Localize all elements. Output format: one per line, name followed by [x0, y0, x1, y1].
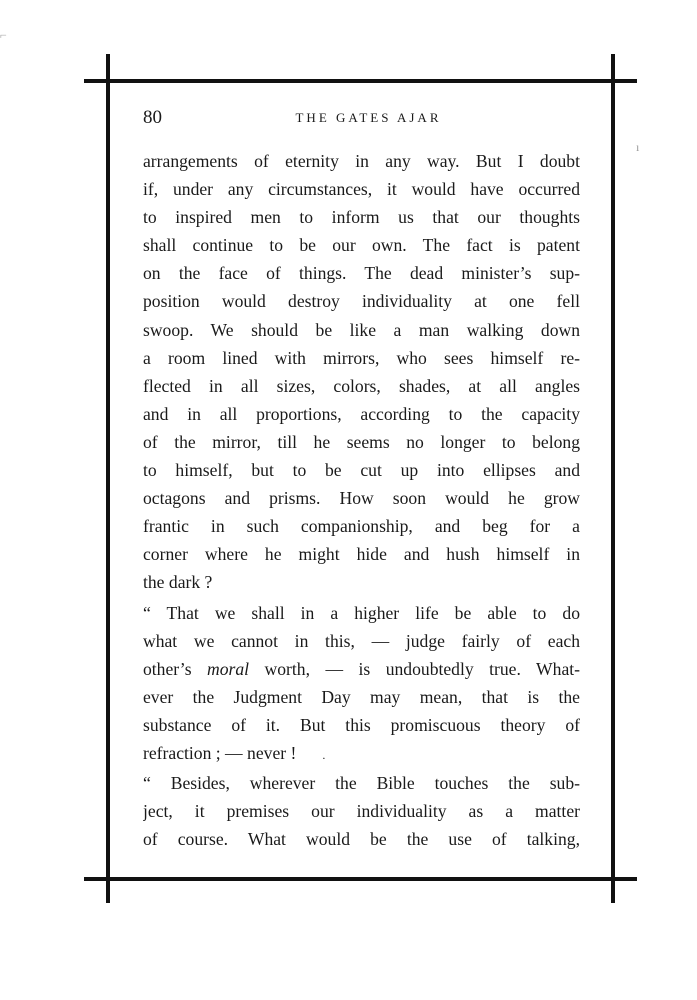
text-line: corner where he might hide and hush himself in	[143, 544, 580, 565]
page-number: 80	[143, 107, 162, 128]
text-line: what we cannot in this, — judge fairly of each	[143, 630, 580, 651]
text-line: a room lined with mirrors, who sees himself re-	[143, 347, 580, 368]
margin-mark-right: ı	[636, 140, 640, 154]
text-line: ject, it premises our individuality as a matter	[143, 801, 580, 822]
bottom-border-rule	[84, 877, 637, 881]
text-line: flected in all sizes, colors, shades, at all angles	[143, 375, 580, 396]
text-line: shall continue to be our own. The fact is patent	[143, 235, 580, 256]
text-line: of the mirror, till he seems no longer to belong	[143, 431, 580, 452]
text-fragment: other’s	[143, 658, 208, 679]
text-line-mixed	[143, 655, 580, 683]
text-line: on the face of things. The dead minister’s sup-	[143, 263, 580, 284]
text-line: “ That we shall in a higher life be able to do	[143, 602, 580, 623]
page-header	[143, 107, 580, 131]
text-line: position would destroy individuality at one fell	[143, 291, 580, 312]
running-title: THE GATES AJAR	[295, 110, 442, 125]
stray-print-mark: .	[322, 747, 326, 762]
text-line: swoop. We should be like a man walking down	[143, 319, 580, 340]
text-line: if, under any circumstances, it would have occurred	[143, 179, 580, 200]
text-line: octagons and prisms. How soon would he grow	[143, 488, 580, 509]
text-fragment: refraction ; — never !	[143, 742, 297, 763]
text-line: of course. What would be the use of talking,	[143, 829, 580, 850]
text-line: arrangements of eternity in any way. But I doubt	[143, 151, 580, 171]
text-line: ever the Judgment Day may mean, that is the	[143, 686, 580, 707]
page-body	[143, 147, 580, 853]
left-border-rule	[106, 54, 110, 903]
text-line: to inspired men to inform us that our thoughts	[143, 207, 580, 228]
top-border-rule	[84, 79, 637, 83]
text-line: the dark ?	[143, 572, 213, 593]
text-line: substance of it. But this promiscuous theory of	[143, 714, 580, 735]
text-fragment: worth, — is undoubtedly true. What-	[249, 658, 580, 679]
text-line-with-mark	[143, 739, 580, 767]
text-line: to himself, but to be cut up into ellipses and	[143, 460, 580, 481]
right-border-rule	[611, 54, 615, 903]
italic-word: moral	[207, 658, 250, 679]
margin-mark-left: ⌐	[0, 28, 7, 42]
text-line: “ Besides, wherever the Bible touches the sub-	[143, 773, 580, 794]
text-line: frantic in such companionship, and beg for a	[143, 516, 580, 537]
text-line: and in all proportions, according to the capacity	[143, 403, 580, 424]
